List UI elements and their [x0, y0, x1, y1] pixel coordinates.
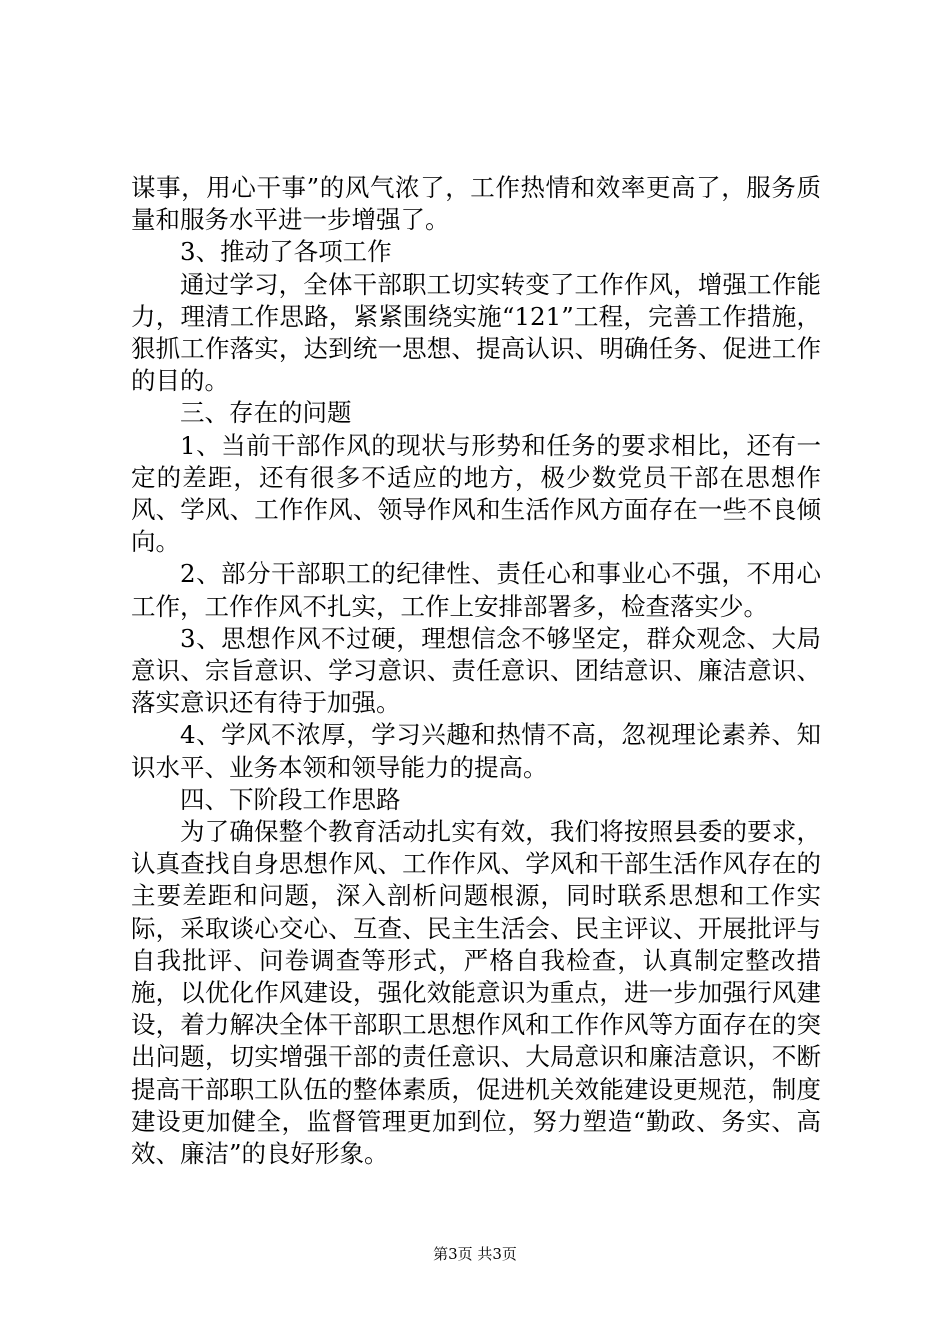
subheading-promote-work: 3、推动了各项工作 [180, 237, 392, 267]
paragraph-study-results: 通过学习，全体干部职工切实转变了工作作风，增强工作能力，理清工作思路，紧紧围绕实施“121”工程，完善工作措施，狠抓工作落实，达到统一思想、提高认识、明确任务、促进工作的目的。 [131, 269, 821, 396]
paragraph-problem-3: 3、思想作风不过硬，理想信念不够坚定，群众观念、大局意识、宗旨意识、学习意识、责任意识、团结意识、廉洁意识、落实意识还有待于加强。 [131, 623, 821, 718]
paragraph-problem-2: 2、部分干部职工的纪律性、责任心和事业心不强，不用心工作，工作作风不扎实，工作上安排部署多，检查落实少。 [131, 559, 821, 621]
paragraph-problem-4: 4、学风不浓厚，学习兴趣和热情不高，忽视理论素养、知识水平、业务本领和领导能力的提高。 [131, 720, 821, 782]
page-number-footer: 第3页 共3页 [433, 1245, 517, 1263]
paragraph-next-steps: 为了确保整个教育活动扎实有效，我们将按照县委的要求，认真查找自身思想作风、工作作风、学风和干部生活作风存在的主要差距和问题，深入剖析问题根源，同时联系思想和工作实际，采取谈心交心、互查、民主生活会、民主评议、开展批评与自我批评、问卷调查等形式，严格自我检查，认真制定整改措施，以优化作风建设，强化效能意识为重点，进一步加强行风建设，着力解决全体干部职工思想作风和工作作风等方面存在的突出问题，切实增强干部的责任意识、大局意识和廉洁意识，不断提高干部职工队伍的整体素质，促进机关效能建设更规范，制度建设更加健全，监督管理更加到位，努力塑造“勤政、务实、高效、廉洁”的良好形象。 [131, 817, 821, 1169]
section-heading-problems: 三、存在的问题 [180, 398, 352, 428]
paragraph-continuation: 谋事，用心干事”的风气浓了，工作热情和效率更高了，服务质量和服务水平进一步增强了。 [131, 173, 821, 235]
document-body [131, 172, 821, 1170]
paragraph-problem-1: 1、当前干部作风的现状与形势和任务的要求相比，还有一定的差距，还有很多不适应的地方，极少数党员干部在思想作风、学风、工作作风、领导作风和生活作风方面存在一些不良倾向。 [131, 430, 821, 557]
section-heading-next-steps: 四、下阶段工作思路 [180, 784, 401, 814]
